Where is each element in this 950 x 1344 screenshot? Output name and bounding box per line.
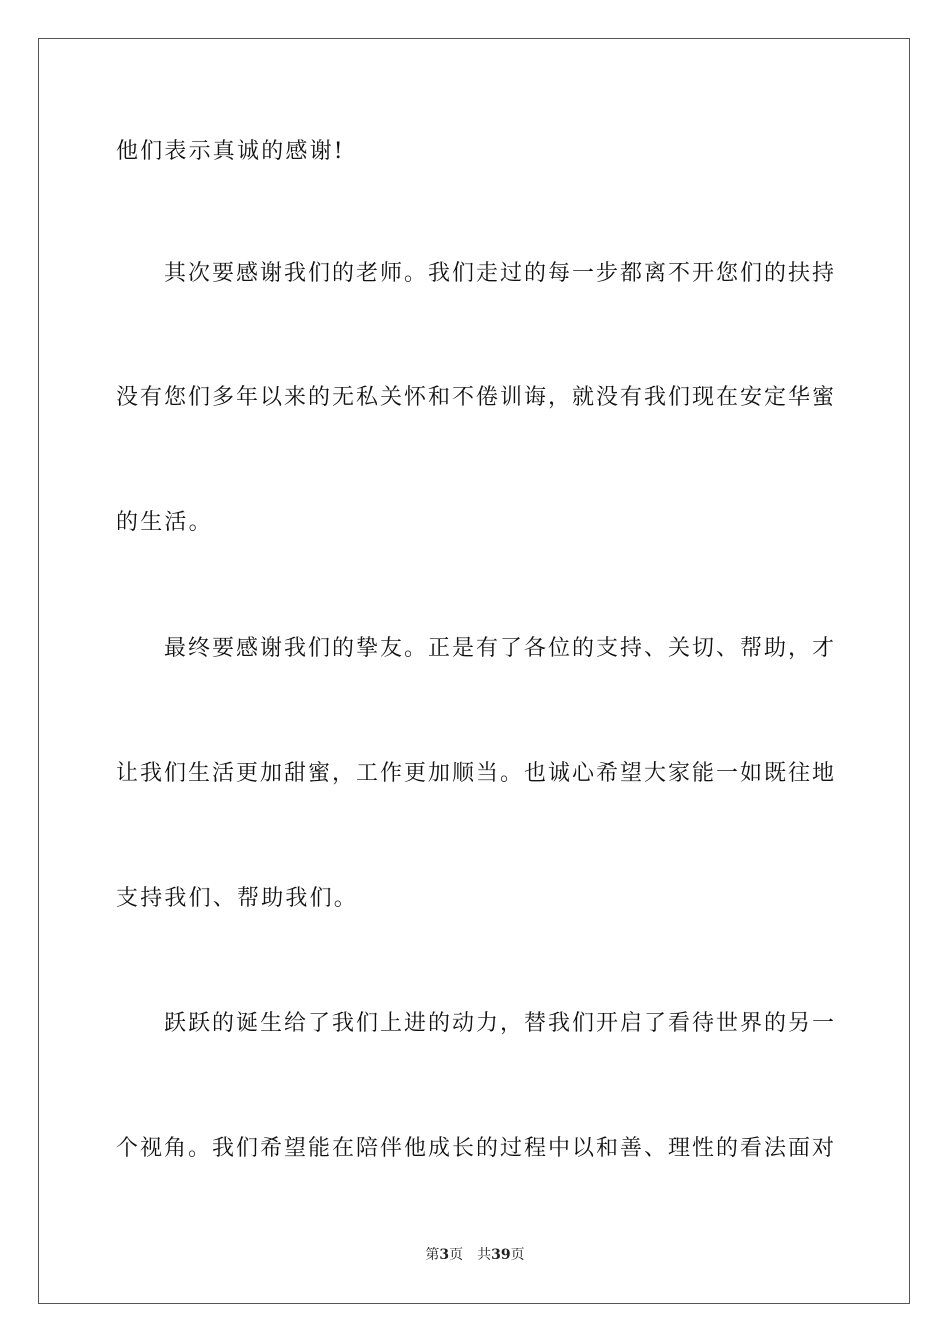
page-border: [38, 38, 910, 1304]
page-number: 3: [439, 1247, 450, 1263]
page-suffix: 页: [449, 1247, 464, 1263]
text-line-5: 最终要感谢我们的挚友。正是有了各位的支持、关切、帮助，才: [164, 636, 834, 661]
text-line-3: 没有您们多年以来的无私关怀和不倦训诲，就没有我们现在安定华蜜: [116, 385, 834, 410]
page-footer: [0, 1246, 950, 1264]
text-line-2: 其次要感谢我们的老师。我们走过的每一步都离不开您们的扶持: [164, 261, 834, 286]
total-pages: 39: [491, 1247, 511, 1263]
text-line-6: 让我们生活更加甜蜜，工作更加顺当。也诚心希望大家能一如既往地: [116, 761, 834, 786]
total-suffix: 页: [510, 1247, 525, 1263]
text-line-9: 个视角。我们希望能在陪伴他成长的过程中以和善、理性的看法面对: [116, 1136, 834, 1161]
text-line-1: 他们表示真诚的感谢!: [116, 139, 345, 164]
page-prefix: 第: [425, 1247, 440, 1263]
text-line-4: 的生活。: [116, 510, 213, 535]
text-line-8: 跃跃的诞生给了我们上进的动力，替我们开启了看待世界的另一: [164, 1011, 834, 1036]
total-prefix: 共: [477, 1247, 492, 1263]
text-line-7: 支持我们、帮助我们。: [116, 886, 359, 911]
